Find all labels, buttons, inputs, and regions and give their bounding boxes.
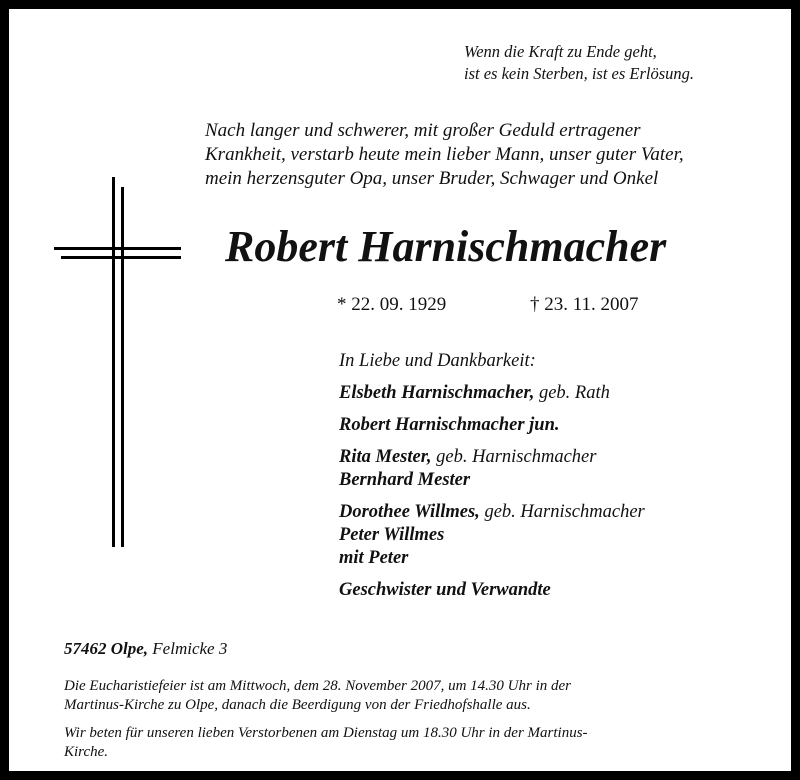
family-member-mit-peter: mit Peter bbox=[339, 548, 409, 568]
death-date: † 23. 11. 2007 bbox=[530, 294, 639, 315]
address bbox=[64, 638, 227, 660]
member-nee: geb. Rath bbox=[534, 383, 610, 403]
intro-line-1: Nach langer und schwerer, mit großer Geduld ertragener bbox=[205, 120, 641, 141]
family-member-bernhard: Bernhard Mester bbox=[339, 470, 471, 490]
mass-note bbox=[64, 677, 571, 715]
prayer-note-line-2: Kirche. bbox=[64, 744, 109, 760]
family-heading: In Liebe und Dankbarkeit: bbox=[339, 351, 536, 371]
family-member-rita bbox=[339, 446, 645, 469]
motto-line-2: ist es kein Sterben, ist es Erlösung. bbox=[464, 64, 695, 83]
family-siblings: Geschwister und Verwandte bbox=[339, 580, 551, 600]
prayer-note-line-1: Wir beten für unseren lieben Verstorbenen am Dienstag um 18.30 Uhr in der Martinus- bbox=[64, 725, 588, 741]
member-name: Elsbeth Harnischmacher, bbox=[339, 383, 535, 403]
birth-date: * 22. 09. 1929 bbox=[337, 294, 447, 315]
motto bbox=[464, 41, 694, 85]
family-list bbox=[339, 350, 645, 602]
address-street: Felmicke 3 bbox=[148, 639, 228, 658]
family-member-dorothee bbox=[339, 501, 645, 524]
address-city: 57462 Olpe, bbox=[64, 639, 149, 658]
family-member-robert-jun: Robert Harnischmacher jun. bbox=[339, 415, 560, 435]
motto-line-1: Wenn die Kraft zu Ende geht, bbox=[464, 42, 657, 61]
mass-note-line-2: Martinus-Kirche zu Olpe, danach die Beerdigung von der Friedhofshalle aus. bbox=[64, 697, 531, 713]
intro-line-2: Krankheit, verstarb heute mein lieber Mann, unser guter Vater, bbox=[205, 144, 684, 165]
intro-line-3: mein herzensguter Opa, unser Bruder, Schwager und Onkel bbox=[205, 168, 659, 189]
prayer-note bbox=[64, 724, 588, 762]
member-nee: geb. Harnischmacher bbox=[431, 447, 597, 467]
member-nee: geb. Harnischmacher bbox=[479, 502, 645, 522]
family-member-peter: Peter Willmes bbox=[339, 525, 445, 545]
mass-note-line-1: Die Eucharistiefeier ist am Mittwoch, dem 28. November 2007, um 14.30 Uhr in der bbox=[64, 678, 572, 694]
member-name: Rita Mester, bbox=[339, 447, 432, 467]
deceased-name: Robert Harnischmacher bbox=[225, 222, 667, 271]
member-name: Dorothee Willmes, bbox=[339, 502, 480, 522]
intro-text bbox=[205, 119, 684, 191]
family-member-elsbeth bbox=[339, 382, 645, 405]
